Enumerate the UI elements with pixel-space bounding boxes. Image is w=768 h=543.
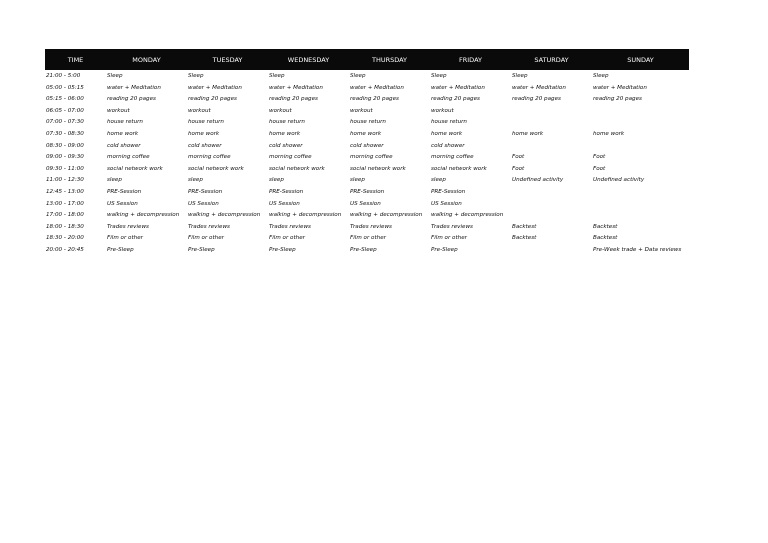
cell-wednesday: home work <box>269 130 301 137</box>
cell-thursday: workout <box>350 107 373 114</box>
cell-time: 12:45 - 13:00 <box>46 188 84 195</box>
cell-thursday: water + Meditation <box>350 84 404 91</box>
cell-tuesday: Trades reviews <box>188 223 230 230</box>
cell-saturday: Undefined activity <box>512 177 564 184</box>
cell-wednesday: PRE-Session <box>269 188 304 195</box>
cell-monday: water + Meditation <box>107 84 161 91</box>
cell-monday: social network work <box>107 165 163 172</box>
cell-sunday: Undefined activity <box>593 177 645 184</box>
cell-friday: water + Meditation <box>431 84 485 91</box>
cell-time: 09:30 - 11:00 <box>46 165 84 172</box>
table-row <box>45 164 689 176</box>
cell-tuesday: reading 20 pages <box>188 96 237 103</box>
header-thursday: THURSDAY <box>349 49 430 70</box>
cell-tuesday: PRE-Session <box>188 188 223 195</box>
cell-saturday: Backtest <box>512 223 537 230</box>
header-sunday: SUNDAY <box>592 49 689 70</box>
cell-saturday: Foot <box>512 154 525 161</box>
cell-time: 18:30 - 20:00 <box>46 235 84 242</box>
cell-sunday <box>592 199 689 211</box>
cell-thursday: reading 20 pages <box>350 96 399 103</box>
cell-monday: US Session <box>107 200 138 207</box>
header-saturday: SATURDAY <box>511 49 592 70</box>
cell-time: 11:00 - 12:30 <box>46 177 84 184</box>
table-row <box>45 106 689 118</box>
cell-time: 08:30 - 09:00 <box>46 142 84 149</box>
cell-tuesday: house return <box>188 119 224 126</box>
cell-friday: US Session <box>431 200 462 207</box>
cell-thursday: house return <box>350 119 386 126</box>
table-row <box>45 245 689 257</box>
cell-monday: Sleep <box>107 73 123 79</box>
cell-friday: sleep <box>431 177 446 184</box>
cell-tuesday: social network work <box>188 165 244 172</box>
cell-monday: workout <box>107 107 130 114</box>
cell-monday: reading 20 pages <box>107 96 156 103</box>
cell-saturday <box>511 106 592 118</box>
table-row <box>45 94 689 106</box>
table-row <box>45 129 689 141</box>
cell-thursday: Pre-Sleep <box>350 246 377 253</box>
cell-monday: sleep <box>107 177 122 184</box>
header-wednesday: WEDNESDAY <box>268 49 349 70</box>
cell-time: 09:00 - 09:30 <box>46 154 84 161</box>
cell-friday: reading 20 pages <box>431 96 480 103</box>
cell-tuesday: Sleep <box>188 73 204 79</box>
cell-thursday: social network work <box>350 165 406 172</box>
cell-time: 07:30 - 08:30 <box>46 130 84 137</box>
cell-wednesday: social network work <box>269 165 325 172</box>
cell-saturday: Backtest <box>512 235 537 242</box>
table-row <box>45 141 689 153</box>
cell-monday: home work <box>107 130 139 137</box>
cell-thursday: home work <box>350 130 382 137</box>
cell-sunday <box>592 210 689 222</box>
cell-wednesday: workout <box>269 107 292 114</box>
cell-time: 05:00 - 05:15 <box>46 84 84 91</box>
cell-wednesday: Film or other <box>269 235 305 242</box>
cell-saturday <box>511 245 592 257</box>
cell-thursday: PRE-Session <box>350 188 385 195</box>
cell-wednesday: reading 20 pages <box>269 96 318 103</box>
cell-friday: social network work <box>431 165 487 172</box>
cell-sunday <box>592 187 689 199</box>
cell-wednesday: cold shower <box>269 142 303 149</box>
cell-wednesday: morning coffee <box>269 154 312 161</box>
cell-sunday: Foot <box>593 165 606 172</box>
cell-tuesday: sleep <box>188 177 203 184</box>
cell-saturday <box>511 199 592 211</box>
cell-tuesday: workout <box>188 107 211 114</box>
cell-sunday: Backtest <box>593 223 618 230</box>
cell-tuesday: walking + decompression <box>188 212 261 219</box>
cell-time: 17:00 - 18:00 <box>46 212 84 219</box>
cell-thursday: morning coffee <box>350 154 393 161</box>
cell-thursday: walking + decompression <box>350 212 423 219</box>
cell-thursday: cold shower <box>350 142 384 149</box>
table-row <box>45 117 689 129</box>
cell-tuesday: home work <box>188 130 220 137</box>
cell-friday: Film or other <box>431 235 467 242</box>
table-row <box>45 187 689 199</box>
cell-monday: PRE-Session <box>107 188 142 195</box>
cell-wednesday: Pre-Sleep <box>269 246 296 253</box>
cell-friday: Pre-Sleep <box>431 246 458 253</box>
cell-wednesday: Trades reviews <box>269 223 311 230</box>
cell-time: 13:00 - 17:00 <box>46 200 84 207</box>
table-row <box>45 152 689 164</box>
table-row <box>45 83 689 95</box>
cell-monday: Film or other <box>107 235 143 242</box>
cell-monday: house return <box>107 119 143 126</box>
table-row <box>45 175 689 187</box>
cell-monday: Trades reviews <box>107 223 149 230</box>
cell-saturday <box>511 187 592 199</box>
cell-friday: home work <box>431 130 463 137</box>
cell-thursday: Sleep <box>350 73 366 79</box>
cell-saturday: reading 20 pages <box>512 96 561 103</box>
table-row <box>45 199 689 211</box>
cell-saturday: Sleep <box>512 73 528 79</box>
cell-sunday: water + Meditation <box>593 84 647 91</box>
cell-sunday: Pre-Week trade + Data reviews <box>593 246 682 253</box>
cell-sunday: Sleep <box>593 73 609 79</box>
header-tuesday: TUESDAY <box>187 49 268 70</box>
cell-sunday <box>592 117 689 129</box>
cell-saturday: water + Meditation <box>512 84 566 91</box>
weekly-schedule-table <box>45 49 689 257</box>
cell-monday: walking + decompression <box>107 212 180 219</box>
cell-saturday <box>511 141 592 153</box>
header-row <box>45 49 689 70</box>
cell-time: 07:00 - 07:30 <box>46 119 84 126</box>
cell-sunday: home work <box>593 130 625 137</box>
cell-tuesday: Film or other <box>188 235 224 242</box>
header-friday: FRIDAY <box>430 49 511 70</box>
cell-friday: walking + decompression <box>431 212 504 219</box>
cell-tuesday: US Session <box>188 200 219 207</box>
cell-thursday: Film or other <box>350 235 386 242</box>
cell-friday: PRE-Session <box>431 188 466 195</box>
cell-tuesday: Pre-Sleep <box>188 246 215 253</box>
cell-saturday <box>511 210 592 222</box>
cell-thursday: Trades reviews <box>350 223 392 230</box>
cell-saturday: Foot <box>512 165 525 172</box>
cell-sunday: reading 20 pages <box>593 96 642 103</box>
cell-tuesday: morning coffee <box>188 154 231 161</box>
table-row <box>45 222 689 234</box>
cell-monday: Pre-Sleep <box>107 246 134 253</box>
cell-time: 18:00 - 18:30 <box>46 223 84 230</box>
cell-friday: cold shower <box>431 142 465 149</box>
cell-friday: workout <box>431 107 454 114</box>
cell-friday: morning coffee <box>431 154 474 161</box>
table-row <box>45 70 689 83</box>
cell-wednesday: house return <box>269 119 305 126</box>
cell-sunday: Foot <box>593 154 606 161</box>
cell-wednesday: sleep <box>269 177 284 184</box>
cell-wednesday: walking + decompression <box>269 212 342 219</box>
cell-saturday: home work <box>512 130 544 137</box>
table-row <box>45 233 689 245</box>
cell-thursday: sleep <box>350 177 365 184</box>
cell-wednesday: water + Meditation <box>269 84 323 91</box>
cell-time: 05:15 - 06:00 <box>46 96 84 103</box>
cell-monday: morning coffee <box>107 154 150 161</box>
cell-saturday <box>511 117 592 129</box>
cell-monday: cold shower <box>107 142 141 149</box>
cell-sunday: Backtest <box>593 235 618 242</box>
cell-tuesday: water + Meditation <box>188 84 242 91</box>
header-time: TIME <box>45 49 106 70</box>
cell-time: 21:00 - 5:00 <box>46 73 81 79</box>
table-row <box>45 210 689 222</box>
cell-sunday <box>592 106 689 118</box>
table-header <box>45 49 689 70</box>
header-monday: MONDAY <box>106 49 187 70</box>
table-body <box>45 70 689 257</box>
cell-time: 20:00 - 20:45 <box>46 246 84 253</box>
cell-wednesday: Sleep <box>269 73 285 79</box>
cell-sunday <box>592 141 689 153</box>
cell-friday: Sleep <box>431 73 447 79</box>
cell-friday: house return <box>431 119 467 126</box>
cell-wednesday: US Session <box>269 200 300 207</box>
cell-friday: Trades reviews <box>431 223 473 230</box>
cell-tuesday: cold shower <box>188 142 222 149</box>
cell-time: 06:05 - 07:00 <box>46 107 84 114</box>
cell-thursday: US Session <box>350 200 381 207</box>
